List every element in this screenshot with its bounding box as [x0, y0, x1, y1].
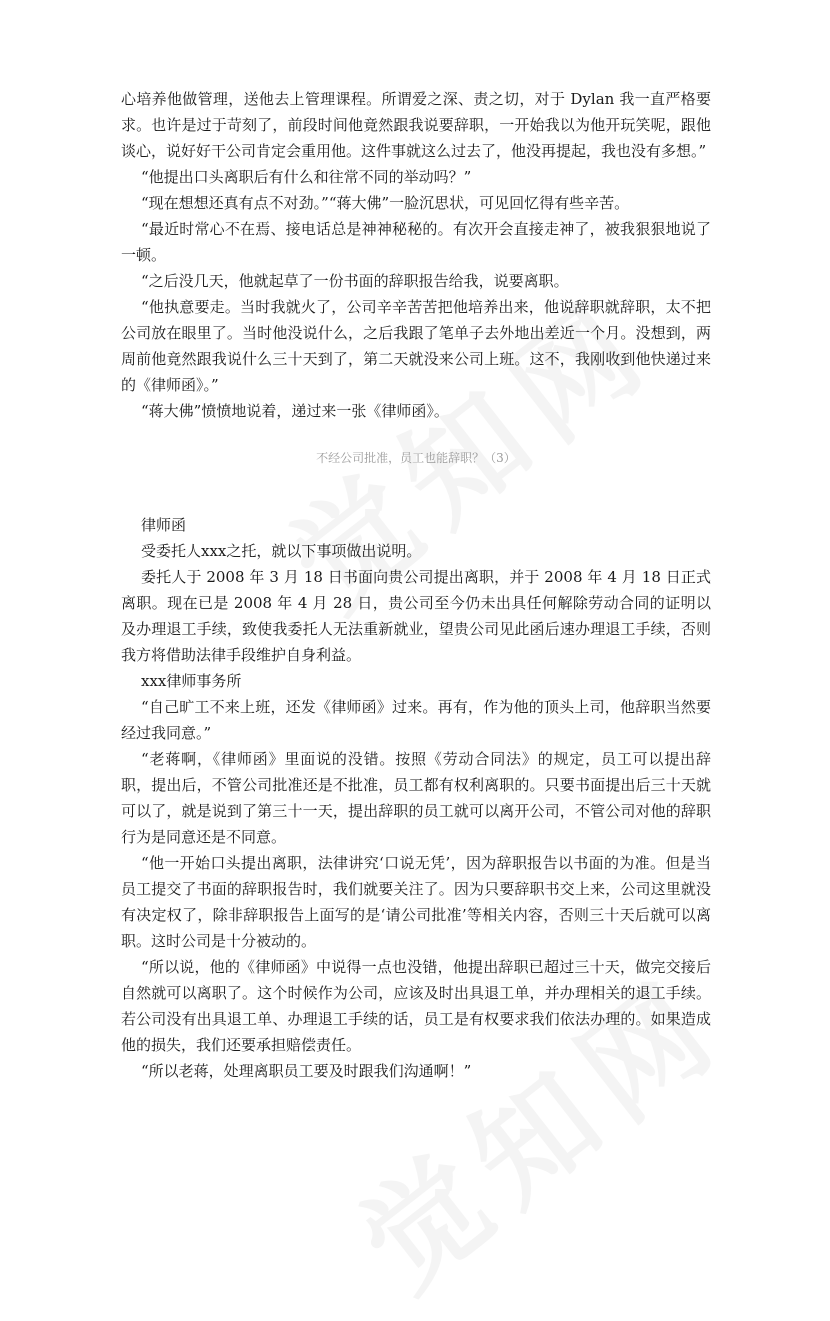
- section-caption: 不经公司批准，员工也能辞职？（3）: [316, 451, 516, 465]
- letter-signature: xxx律师事务所: [141, 672, 242, 690]
- paragraph: “自己旷工不来上班，还发《律师函》过来。再有，作为他的顶头上司，他辞职当然要经过我同意。”: [121, 698, 711, 742]
- article-body: [121, 86, 711, 1084]
- paragraph: “蒋大佛”愤愤地说着，递过来一张《律师函》。: [141, 402, 449, 420]
- letter-body: 委托人于 2008 年 3 月 18 日书面向贵公司提出离职，并于 2008 年 4 月 18 日正式离职。现在已是 2008 年 4 月 28 日，贵公司至今仍未出具任何解除劳动合同的证明以及办理退工手续，致使我委托人无法重新就业，望贵公司见此函后速办理退工手续，否则我方将借助法律手段维护自身利益。: [121, 568, 711, 664]
- paragraph: “他提出口头离职后有什么和往常不同的举动吗？”: [141, 168, 472, 186]
- paragraph: 心培养他做管理，送他去上管理课程。所谓爱之深、责之切，对于 Dylan 我一直严格要求。也许是过于苛刻了，前段时间他竟然跟我说要辞职，一开始我以为他开玩笑呢，跟他谈心，说好好干公司肯定会重用他。这件事就这么过去了，他没再提起，我也没有多想。”: [121, 90, 711, 160]
- paragraph: “他一开始口头提出离职，法律讲究‘口说无凭’，因为辞职报告以书面的为准。但是当员工提交了书面的辞职报告时，我们就要关注了。因为只要辞职书交上来，公司这里就没有决定权了，除非辞职报告上面写的是‘请公司批准’等相关内容，否则三十天后就可以离职。这时公司是十分被动的。: [121, 854, 711, 950]
- paragraph: “所以说，他的《律师函》中说得一点也没错，他提出辞职已超过三十天，做完交接后自然就可以离职了。这个时候作为公司，应该及时出具退工单，并办理相关的退工手续。若公司没有出具退工单、办理退工手续的话，员工是有权要求我们依法办理的。如果造成他的损失，我们还要承担赔偿责任。: [121, 958, 711, 1054]
- paragraph: “最近时常心不在焉、接电话总是神神秘秘的。有次开会直接走神了，被我狠狠地说了一顿。: [121, 220, 711, 264]
- paragraph: “之后没几天，他就起草了一份书面的辞职报告给我，说要离职。: [141, 272, 569, 290]
- letter-intro: 受委托人xxx之托，就以下事项做出说明。: [141, 542, 422, 560]
- paragraph: “他执意要走。当时我就火了，公司辛辛苦苦把他培养出来，他说辞职就辞职，太不把公司放在眼里了。当时他没说什么，之后我跟了笔单子去外地出差近一个月。没想到，两周前他竟然跟我说什么三十天到了，第二天就没来公司上班。这不，我刚收到他快递过来的《律师函》。”: [121, 298, 711, 394]
- paragraph: “现在想想还真有点不对劲。”“蒋大佛”一脸沉思状，可见回忆得有些辛苦。: [141, 194, 630, 212]
- paragraph: “老蒋啊，《律师函》里面说的没错。按照《劳动合同法》的规定，员工可以提出辞职，提出后，不管公司批准还是不批准，员工都有权利离职的。只要书面提出后三十天就可以了，就是说到了第三十一天，提出辞职的员工就可以离开公司，不管公司对他的辞职行为是同意还是不同意。: [121, 750, 711, 846]
- paragraph: “所以老蒋，处理离职员工要及时跟我们沟通啊！”: [141, 1062, 472, 1080]
- letter-title: 律师函: [141, 516, 187, 534]
